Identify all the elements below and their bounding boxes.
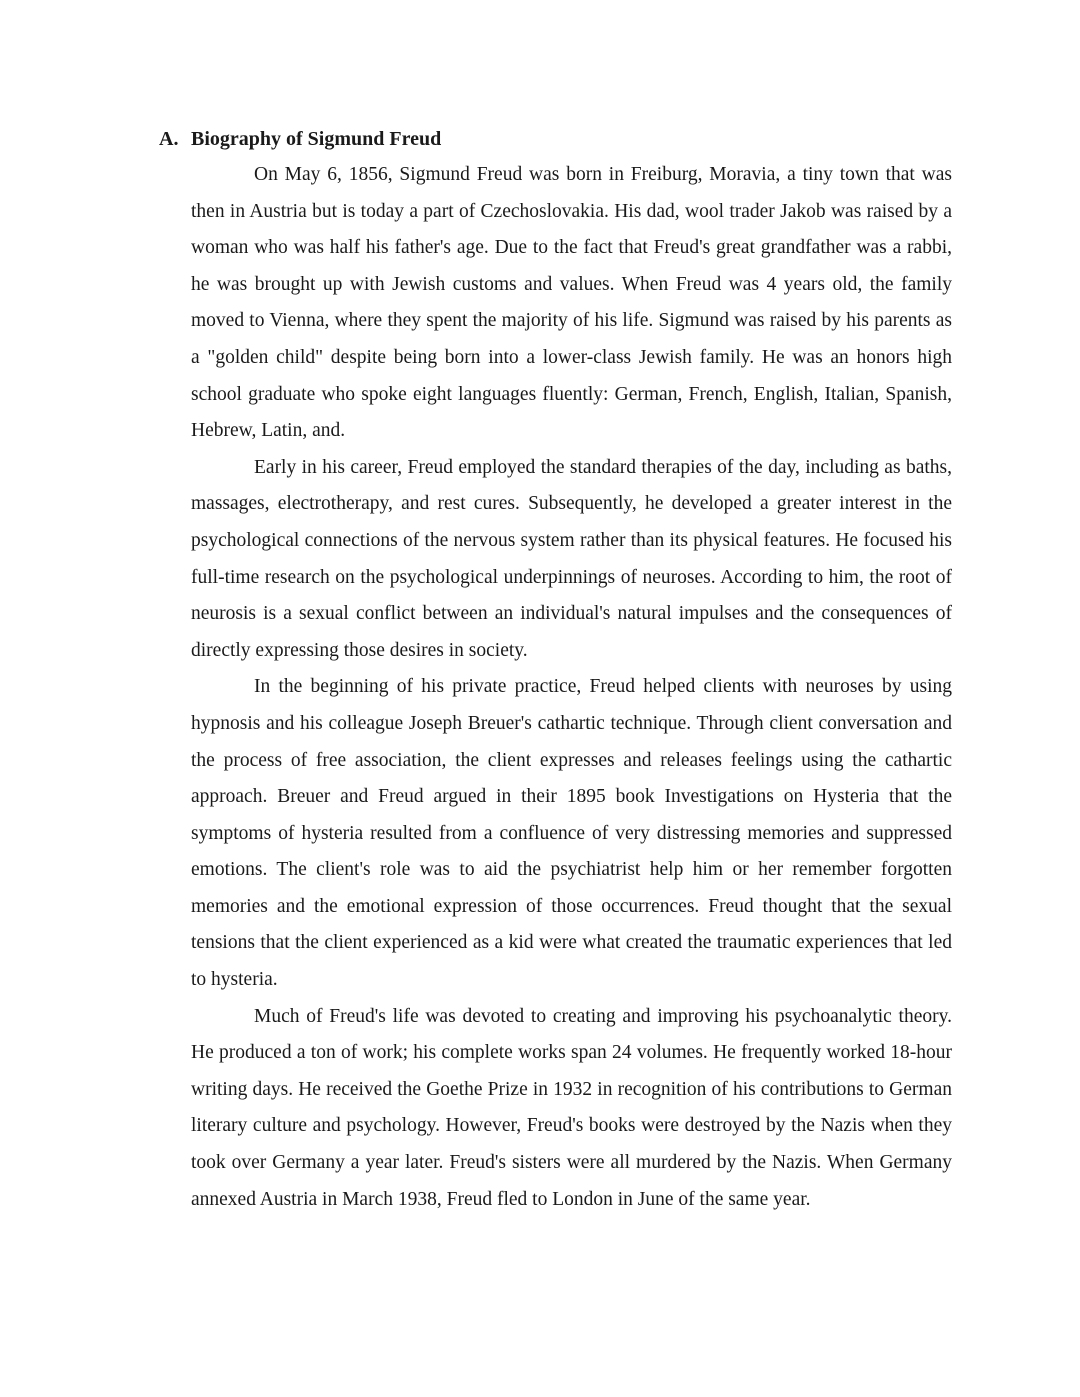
paragraph-later-life: Much of Freud's life was devoted to creating and improving his psychoanalytic theory. He produced a ton of work; his complete works span 24 volumes. He frequently worked 18-hour writing days. He received the Goethe Prize in 1932 in recognition of his contributions to German literary culture and psychology. However, Freud's books were destroyed by the Nazis when they took over Germany a year later. Freud's sisters were all murdered by the Nazis. When Germany annexed Austria in March 1938, Freud fled to London in June of the same year. xyxy=(191,1005,952,1210)
section-heading xyxy=(159,124,441,154)
paragraph-private-practice: In the beginning of his private practice, Freud helped clients with neuroses by using hypnosis and his colleague Joseph Breuer's cathartic technique. Through client conversation and the process of free association, the client expresses and releases feelings using the cathartic approach. Breuer and Freud argued in their 1895 book Investigations on Hysteria that the symptoms of hysteria resulted from a confluence of very distressing memories and suppressed emotions. The client's role was to aid the psychiatrist help him or her remember forgotten memories and the emotional expression of those occurrences. Freud thought that the sexual tensions that the client experienced as a kid were what created the traumatic experiences that led to hysteria. xyxy=(191,676,952,991)
paragraph-early-life: On May 6, 1856, Sigmund Freud was born in Freiburg, Moravia, a tiny town that was then in Austria but is today a part of Czechoslovakia. His dad, wool trader Jakob was raised by a woman who was half his father's age. Due to the fact that Freud's great grandfather was a rabbi, he was brought up with Jewish customs and values. When Freud was 4 years old, the family moved to Vienna, where they spent the majority of his life. Sigmund was raised by his parents as a "golden child" despite being born into a lower-class Jewish family. He was an honors high school graduate who spoke eight languages fluently: German, French, English, Italian, Spanish, Hebrew, Latin, and. xyxy=(191,164,952,442)
paragraph-early-career: Early in his career, Freud employed the standard therapies of the day, including as baths, massages, electrotherapy, and rest cures. Subsequently, he developed a greater interest in the psychological connections of the nervous system rather than its physical features. He focused his full-time research on the psychological underpinnings of neuroses. According to him, the root of neurosis is a sexual conflict between an individual's natural impulses and the consequences of directly expressing those desires in society. xyxy=(191,456,952,661)
section-letter: A. xyxy=(159,128,179,150)
section-body xyxy=(191,157,952,1218)
section-title: Biography of Sigmund Freud xyxy=(191,128,442,150)
